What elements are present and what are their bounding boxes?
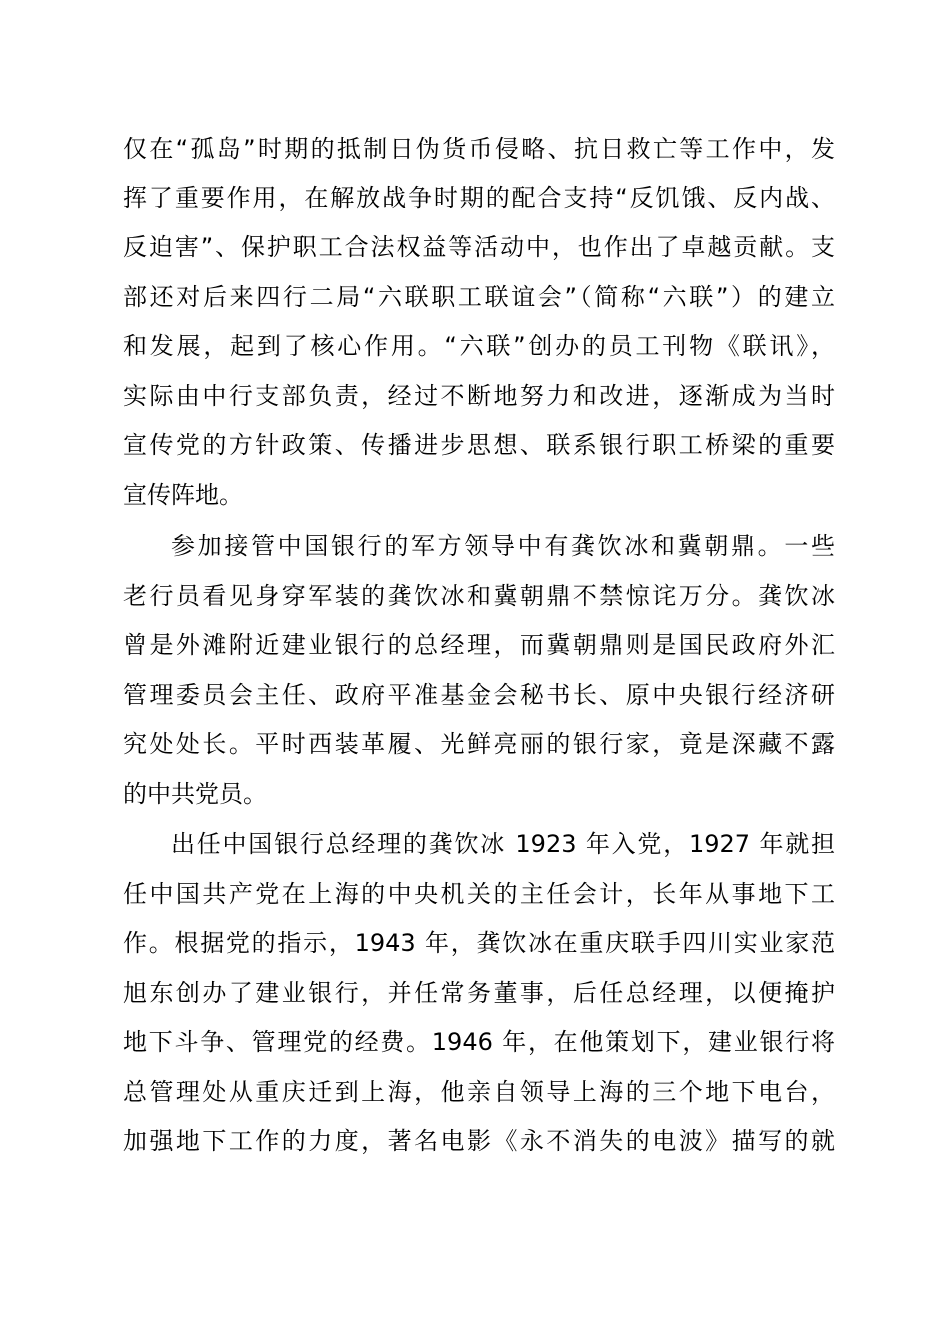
- text-line: 和发展，起到了核心作用。“六联”创办的员工刊物《联讯》，: [123, 332, 835, 360]
- text-line: 反迫害”、保护职工合法权益等活动中，也作出了卓越贡献。支: [123, 233, 835, 261]
- text-line: 管理委员会主任、政府平准基金会秘书长、原中央银行经济研: [123, 681, 835, 709]
- text-line: 曾是外滩附近建业银行的总经理，而冀朝鼎则是国民政府外汇: [123, 631, 835, 659]
- text-line: 加强地下工作的力度，著名电影《永不消失的电波》描写的就: [123, 1127, 835, 1155]
- text-line: 宣传党的方针政策、传播进步思想、联系银行职工桥梁的重要: [123, 431, 835, 459]
- text-line: 任中国共产党在上海的中央机关的主任会计，长年从事地下工: [123, 880, 835, 908]
- text-line: 实际由中行支部负责，经过不断地努力和改进，逐渐成为当时: [123, 382, 835, 410]
- text-line: 地下斗争、管理党的经费。1946 年，在他策划下，建业银行将: [123, 1028, 835, 1056]
- text-line: 部还对后来四行二局“六联职工联谊会”（简称“六联”）的建立: [123, 283, 835, 311]
- paragraph-start-line: 出任中国银行总经理的龚饮冰 1923 年入党，1927 年就担: [171, 830, 835, 858]
- text-line: 旭东创办了建业银行，并任常务董事，后任总经理，以便掩护: [123, 979, 835, 1007]
- text-line: 仅在“孤岛”时期的抵制日伪货币侵略、抗日救亡等工作中，发: [123, 135, 835, 163]
- paragraph-end-line: 的中共党员。: [123, 780, 267, 808]
- paragraph-start-line: 参加接管中国银行的军方领导中有龚饮冰和冀朝鼎。一些: [171, 532, 835, 560]
- text-line: 老行员看见身穿军装的龚饮冰和冀朝鼎不禁惊诧万分。龚饮冰: [123, 582, 835, 610]
- text-line: 挥了重要作用，在解放战争时期的配合支持“反饥饿、反内战、: [123, 184, 835, 212]
- paragraph-end-line: 宣传阵地。: [123, 481, 243, 509]
- text-line: 总管理处从重庆迁到上海，他亲自领导上海的三个地下电台，: [123, 1078, 835, 1106]
- text-line: 究处处长。平时西装革履、光鲜亮丽的银行家，竟是深藏不露: [123, 730, 835, 758]
- text-line: 作。根据党的指示，1943 年，龚饮冰在重庆联手四川实业家范: [123, 929, 835, 957]
